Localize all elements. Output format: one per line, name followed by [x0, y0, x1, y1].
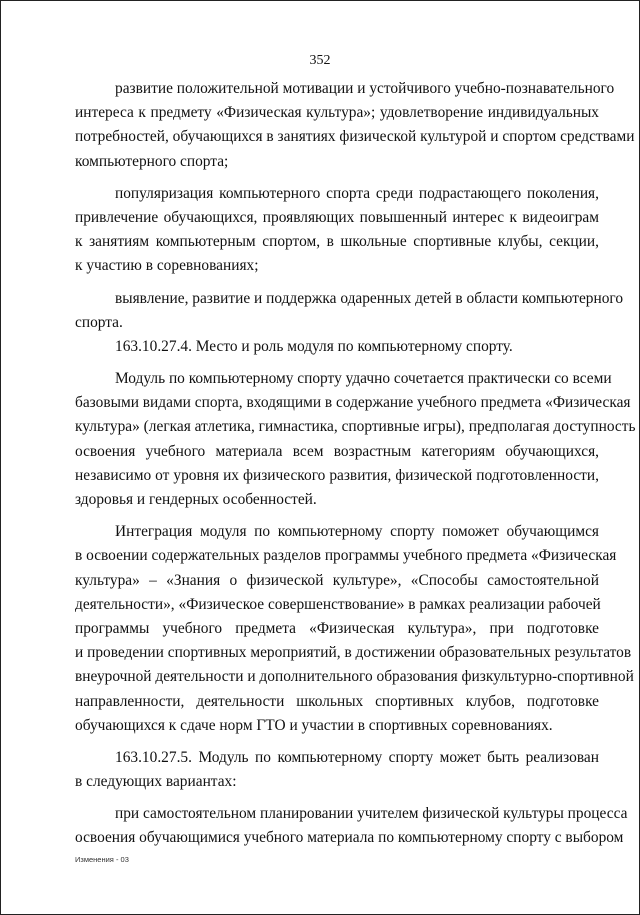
text-line: Интеграция модуля по компьютерному спорту поможет обучающимся	[115, 523, 599, 541]
paragraph-module-combination	[75, 367, 636, 512]
paragraph-independent-planning	[75, 802, 628, 850]
text-line: привлечение обучающихся, проявляющих повышенный интерес к видеоиграм	[75, 208, 599, 226]
text-line: развитие положительной мотивации и устойчивого учебно-познавательного	[115, 80, 615, 97]
paragraph-module-integration	[75, 520, 634, 738]
text-line: направленности, деятельности школьных спортивных клубов, подготовке	[75, 692, 599, 710]
text-line: освоения учебного материала всем возрастным категориям обучающихся,	[75, 442, 599, 460]
section-heading: 163.10.27.5. Модуль по компьютерному спорту может быть реализован	[115, 748, 599, 766]
text-line: к занятиям компьютерным спортом, в школьные спортивные клубы, секции,	[75, 233, 599, 251]
text-line: в следующих вариантах:	[75, 773, 237, 791]
text-line: освоения обучающимися учебного материала по компьютерному спорту с выбором	[75, 829, 624, 847]
text-line: потребностей, обучающихся в занятиях физической культурой и спортом средствами	[75, 128, 635, 146]
text-line: внеурочной деятельности и дополнительного образования физкультурно-спортивной	[75, 668, 634, 686]
text-line: интереса к предмету «Физическая культура»; удовлетворение индивидуальных	[75, 104, 599, 122]
text-line: в освоении содержательных разделов программы учебного предмета «Физическая	[75, 547, 617, 565]
text-line: деятельности», «Физическое совершенствование» в рамках реализации рабочей	[75, 595, 601, 613]
paragraph-motivation	[75, 77, 635, 174]
text-line: обучающихся к сдаче норм ГТО и участии в спортивных соревнованиях.	[75, 716, 553, 734]
section-heading: 163.10.27.4. Место и роль модуля по компьютерному спорту.	[115, 337, 513, 355]
text-line: культура» (легкая атлетика, гимнастика, спортивные игры), предполагая доступность	[75, 418, 636, 436]
section-heading-163-10-27-4	[75, 335, 599, 359]
text-line: программы учебного предмета «Физическая культура», при подготовке	[75, 619, 599, 637]
text-line: при самостоятельном планировании учителем физической культуры процесса	[115, 805, 628, 823]
revision-footer: Изменения - 03	[75, 855, 129, 864]
section-heading-163-10-27-5	[75, 746, 599, 794]
text-line: независимо от уровня их физического развития, физической подготовленности,	[75, 466, 599, 484]
text-line: популяризация компьютерного спорта среди подрастающего поколения,	[115, 184, 599, 202]
text-line: компьютерного спорта;	[75, 152, 229, 170]
text-line: к участию в соревнованиях;	[75, 257, 259, 275]
text-line: культура» – «Знания о физической культуре», «Способы самостоятельной	[75, 571, 599, 589]
paragraph-gifted-children	[75, 287, 624, 335]
text-line: здоровья и гендерных особенностей.	[75, 491, 317, 508]
document-body	[75, 77, 636, 851]
text-line: выявление, развитие и поддержка одаренных детей в области компьютерного	[115, 289, 624, 307]
text-line: спорта.	[75, 313, 123, 331]
text-line: базовыми видами спорта, входящими в содержание учебного предмета «Физическая	[75, 394, 631, 412]
page-number: 352	[309, 53, 331, 68]
paragraph-popularization	[75, 182, 599, 279]
text-line: и проведении спортивных мероприятий, в достижении образовательных результатов	[75, 644, 632, 662]
text-line: Модуль по компьютерному спорту удачно сочетается практически со всеми	[115, 370, 612, 388]
